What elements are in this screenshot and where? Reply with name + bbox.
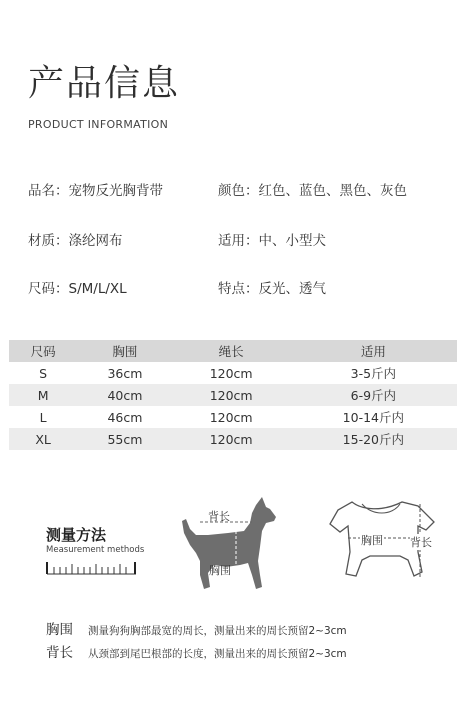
table-cell: 10-14斤内 (342, 410, 404, 425)
table-header-row (9, 340, 457, 362)
vest-chest-label: 胸围 (361, 534, 383, 547)
table-cell: 120cm (209, 387, 253, 403)
note-chest-text: 测量狗狗胸部最宽的周长，测量出来的周长预留2~3cm (88, 625, 347, 637)
info-feature (218, 280, 326, 298)
info-size-label: 尺码： (28, 281, 69, 297)
table-cell: 46cm (107, 409, 143, 425)
info-name-value: 宠物反光胸背带 (68, 183, 163, 199)
measure-title: 测量方法 (46, 526, 107, 544)
info-feature-value: 反光、透气 (258, 281, 326, 297)
table-cell: 6-9斤内 (350, 388, 397, 403)
page-subtitle: PRODUCT INFORMATION (28, 118, 169, 131)
table-cell: 120cm (209, 365, 253, 381)
info-feature-label: 特点： (218, 281, 259, 297)
info-usage-label: 适用： (218, 233, 259, 249)
table-cell: 36cm (107, 365, 143, 381)
table-cell: L (39, 409, 47, 425)
table-cell: XL (35, 431, 51, 447)
measure-subtitle: Measurement methods (46, 545, 145, 555)
info-size (28, 280, 127, 298)
table-row (9, 384, 457, 406)
table-header-size: 尺码 (30, 344, 56, 359)
table-header-chest: 胸围 (112, 344, 138, 359)
table-cell: 40cm (107, 387, 143, 403)
info-material-label: 材质： (28, 233, 69, 249)
ruler-icon (46, 558, 138, 576)
note-chest-label: 胸围 (46, 622, 73, 638)
info-color (218, 182, 407, 200)
info-material (28, 232, 123, 250)
size-table (9, 340, 457, 450)
info-usage (218, 232, 326, 250)
table-cell: M (37, 387, 49, 403)
info-color-label: 颜色： (218, 183, 259, 199)
note-back (46, 641, 347, 661)
vest-back-label: 背长 (410, 536, 432, 549)
info-usage-value: 中、小型犬 (258, 233, 326, 249)
page-title: 产品信息 (28, 63, 181, 104)
table-cell: 120cm (209, 409, 253, 425)
info-name (28, 182, 163, 200)
dog-back-label: 背长 (208, 510, 230, 523)
info-size-value: S/M/L/XL (68, 281, 127, 297)
table-cell: 3-5斤内 (350, 366, 397, 381)
table-cell: S (39, 365, 48, 381)
table-cell: 15-20斤内 (342, 432, 404, 447)
table-header-fit: 适用 (360, 344, 386, 359)
dog-silhouette-icon (178, 495, 286, 595)
dog-chest-label: 胸围 (209, 564, 231, 577)
note-chest (46, 618, 347, 638)
table-cell: 120cm (209, 431, 253, 447)
info-material-value: 涤纶网布 (68, 233, 123, 249)
note-back-label: 背长 (46, 645, 73, 661)
table-row (9, 428, 457, 450)
table-header-rope: 绳长 (218, 344, 244, 359)
table-cell: 55cm (107, 431, 143, 447)
info-color-value: 红色、蓝色、黑色、灰色 (258, 183, 407, 199)
note-back-text: 从颈部到尾巴根部的长度，测量出来的周长预留2~3cm (88, 648, 347, 660)
table-row (9, 406, 457, 428)
table-row (9, 362, 457, 384)
info-name-label: 品名： (28, 183, 69, 199)
